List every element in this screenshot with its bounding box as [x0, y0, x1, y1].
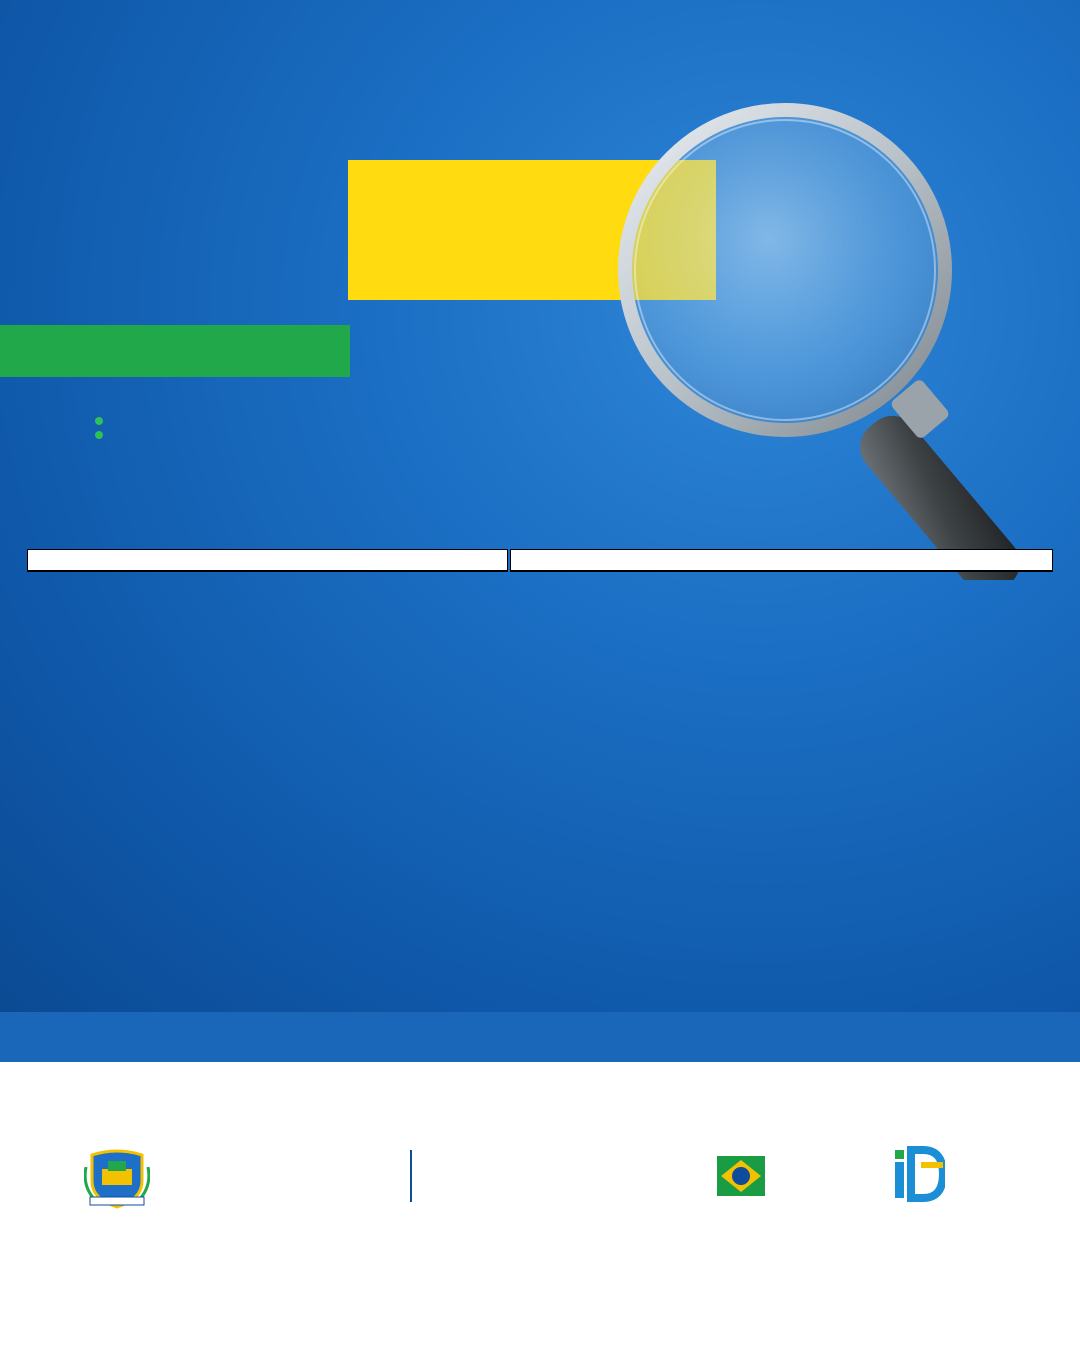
bullet-icon: [95, 431, 103, 439]
idt-logo-icon: [893, 1146, 945, 1204]
sine-flag-icon: [717, 1152, 765, 1200]
criterio-header: [511, 550, 1053, 571]
bullet-icon: [95, 417, 103, 425]
magnifier-icon: [600, 100, 1080, 580]
city-crest-icon: [84, 1147, 150, 1209]
pattern-bottom-row: [0, 1062, 1080, 1108]
pattern-top-row: [0, 1012, 1080, 1062]
observations-list: [95, 410, 775, 424]
observations-banner: [0, 325, 350, 377]
footer-separator: [410, 1150, 412, 1202]
decorative-pattern-strip: [0, 1012, 1080, 1108]
criterio-table: [510, 549, 1053, 572]
funcao-header: [28, 550, 508, 571]
funcao-table: [27, 549, 508, 572]
footer: [0, 1108, 1080, 1350]
